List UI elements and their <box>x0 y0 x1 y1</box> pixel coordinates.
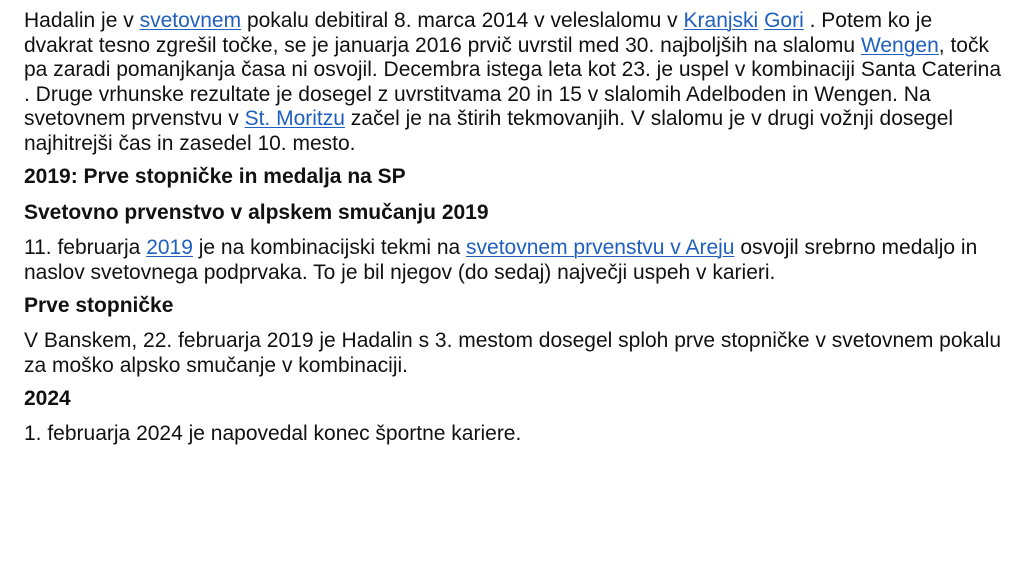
text-run: pokalu debitiral 8. marca 2014 v veleslalomu v <box>241 9 684 32</box>
text-run: Hadalin je v <box>24 9 140 32</box>
paragraph-early-career <box>24 9 1004 156</box>
text-run: osvojil srebrno medaljo in naslov svetovnega podprvaka. To je bil njegov (do sedaj) največji uspeh v karieri. <box>24 236 978 284</box>
link-2019[interactable]: 2019 <box>146 236 193 259</box>
link-wengen[interactable]: Wengen <box>860 33 939 57</box>
text-run: 11. februarja <box>24 236 147 259</box>
heading-world-championship-2019: Svetovno prvenstvo v alpskem smučanju 2019 <box>24 201 489 224</box>
heading-2024: 2024 <box>24 387 71 410</box>
paragraph-world-championship <box>24 236 1004 285</box>
document-body <box>24 9 1004 455</box>
link-kranjski[interactable]: Kranjski <box>683 9 759 32</box>
text-run: , točk pa zaradi pomanjkanja časa ni osvojil. Decembra istega leta kot 23. je uspel v kombinaciji Santa Caterina . Druge vrhunske rezultate je dosegel z uvrstitvama 20 in 15 v slalomih Adelboden in Wengen. Na svetovnem prvenstvu v <box>24 33 1002 130</box>
text-run: začel je na štirih tekmovanjih. V slalomu je v drugi vožnji dosegel najhitrejši čas in zasedel 10. mesto. <box>24 107 954 155</box>
link-st-moritz[interactable]: St. Moritzu <box>244 107 345 130</box>
link-gori[interactable]: Gori <box>764 9 804 32</box>
heading-first-podium: Prve stopničke <box>24 294 174 317</box>
link-svetovnem[interactable]: svetovnem <box>139 9 242 32</box>
heading-2019: 2019: Prve stopničke in medalja na SP <box>24 165 406 188</box>
paragraph-first-podium: V Banskem, 22. februarja 2019 je Hadalin s 3. mestom dosegel sploh prve stopničke v svetovnem pokalu za moško alpsko smučanje v kombinaciji. <box>24 329 1002 377</box>
link-world-championship-are[interactable]: svetovnem prvenstvu v Areju <box>466 236 735 259</box>
paragraph-retirement: 1. februarja 2024 je napovedal konec športne kariere. <box>24 422 522 445</box>
text-run: . Potem ko je dvakrat tesno zgrešil točke, se je januarja 2016 prvič uvrstil med 30. najboljših na slalomu <box>24 9 933 57</box>
text-run: je na kombinacijski tekmi na <box>192 236 467 259</box>
